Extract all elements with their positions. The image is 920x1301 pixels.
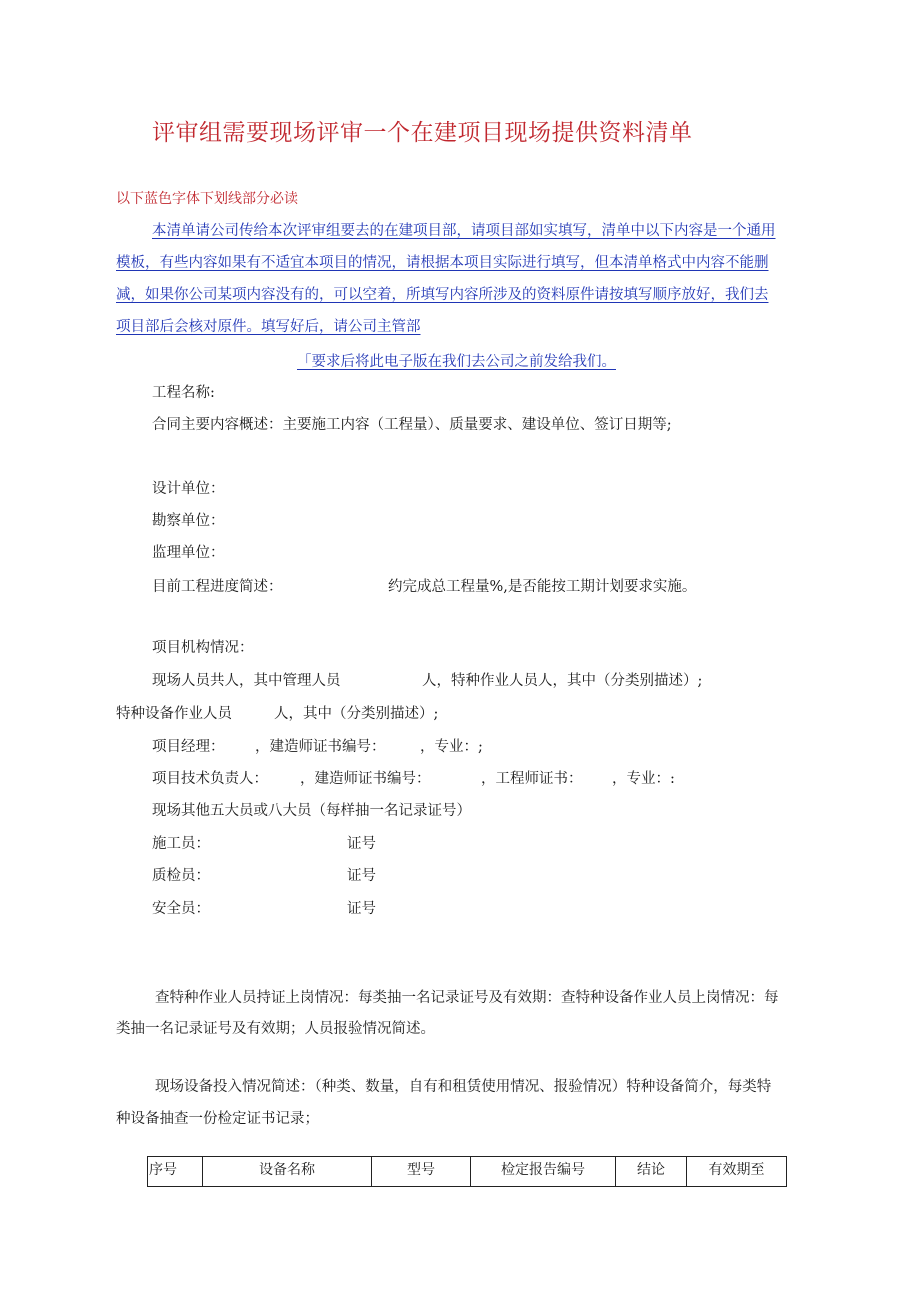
quality-inspector-cert-label: 证号 [347, 868, 376, 884]
tech-specialty-label: ，专业：: [612, 771, 675, 787]
special-check-line-1: 查特种作业人员持证上岗情况：每类抽一名记录证号及有效期：查特种设备作业人员上岗情况：每 [155, 990, 779, 1006]
equipment-table [147, 1156, 787, 1187]
tech-lead-label: 项目技术负责人： [152, 771, 268, 787]
other-staff-label: 现场其他五大员或八大员（每样抽一名记录证号） [152, 803, 471, 819]
read-notice: 以下蓝色字体下划线部分必读 [116, 191, 298, 207]
design-unit-label: 设计单位： [152, 481, 225, 497]
equipment-line-1: 现场设备投入情况简述：（种类、数量，自有和租赁使用情况、报验情况）特种设备简介，每类特 [155, 1079, 772, 1095]
org-heading: 项目机构情况： [152, 640, 254, 656]
col-index: 序号 [148, 1157, 203, 1187]
special-check-line-2: 类抽一名记录证号及有效期；人员报验情况简述。 [116, 1021, 435, 1037]
instruction-line-2: 模板，有些内容如果有不适宜本项目的情况，请根据本项目实际进行填写，但本清单格式中内容不能删 [116, 255, 769, 271]
staff-text-b: 人，特种作业人员人，其中（分类别描述）; [422, 673, 703, 689]
col-conclusion: 结论 [616, 1157, 687, 1187]
constructor-cert-label: 证号 [347, 836, 376, 852]
pm-specialty-label: ，专业：; [420, 739, 483, 755]
col-model: 型号 [372, 1157, 471, 1187]
survey-unit-label: 勘察单位： [152, 513, 225, 529]
supervision-unit-label: 监理单位： [152, 545, 225, 561]
staff-text-a: 现场人员共人，其中管理人员 [152, 673, 341, 689]
table-header-row [148, 1157, 787, 1187]
col-equipment-name: 设备名称 [203, 1157, 372, 1187]
project-manager-label: 项目经理： [152, 739, 225, 755]
col-report-number: 检定报告编号 [471, 1157, 616, 1187]
instruction-line-4: 项目部后会核对原件。填写好后，请公司主管部 [116, 319, 421, 335]
contract-summary-label: 合同主要内容概述：主要施工内容（工程量）、质量要求、建设单位、签订日期等; [152, 417, 672, 433]
instruction-line-5: 「要求后将此电子版在我们去公司之前发给我们。 [297, 354, 616, 370]
progress-text: 约完成总工程量%,是否能按工期计划要求实施。 [388, 579, 697, 595]
col-valid-until: 有效期至 [687, 1157, 787, 1187]
instruction-line-1: 本清单请公司传给本次评审组要去的在建项目部，请项目部如实填写，清单中以下内容是一个通用 [152, 223, 776, 239]
special-equipment-operators-a: 特种设备作业人员 [116, 706, 232, 722]
special-equipment-operators-b: 人，其中（分类别描述）; [274, 706, 439, 722]
quality-inspector-label: 质检员： [152, 868, 210, 884]
safety-officer-label: 安全员： [152, 901, 210, 917]
tech-engineer-cert-label: ，工程师证书： [481, 771, 583, 787]
progress-label: 目前工程进度简述： [152, 579, 283, 595]
project-name-label: 工程名称: [152, 385, 215, 401]
tech-certificate-label: ，建造师证书编号： [300, 771, 431, 787]
constructor-label: 施工员： [152, 836, 210, 852]
instruction-line-3: 减，如果你公司某项内容没有的，可以空着，所填写内容所涉及的资料原件请按填写顺序放好，我们去 [116, 287, 769, 303]
safety-officer-cert-label: 证号 [347, 901, 376, 917]
equipment-line-2: 种设备抽查一份检定证书记录； [116, 1111, 319, 1127]
page-title: 评审组需要现场评审一个在建项目现场提供资料清单 [152, 120, 693, 146]
pm-certificate-label: ，建造师证书编号： [255, 739, 386, 755]
